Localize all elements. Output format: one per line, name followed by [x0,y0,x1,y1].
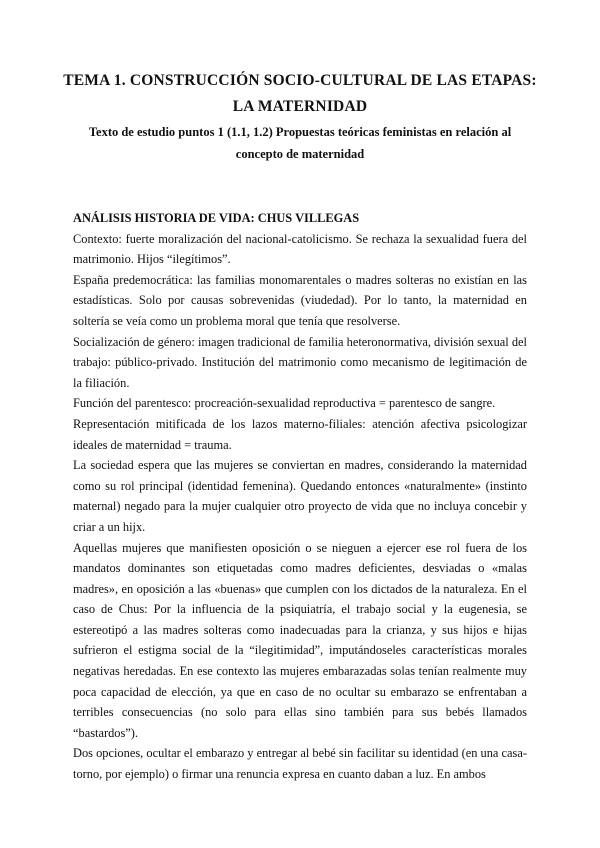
paragraph-bad-mothers: Aquellas mujeres que manifiesten oposición o se nieguen a ejercer ese rol fuera de los mandatos dominantes son etiquetadas como madres deficientes, desviadas o «malas madres», en oposición a las «buenas» que cumplen con los dictados de la naturaleza. En el caso de Chus: Por la influencia de la psiquiatría, el trabajo social y la eugenesia, se estereotipó a las madres solteras como inadecuadas para la crianza, y sus hijos e hijas sufrieron el estigma social de la “ilegitimidad”, imputándoseles características morales negativas heredadas. En ese contexto las mujeres embarazadas solas tenían realmente muy poca capacidad de elección, ya que en caso de no ocultar su embarazo se enfrentaban a terribles consecuencias (no solo para ellas sino también para sus bebés llamados “bastardos”). [73,540,527,740]
paragraph-society-expectations: La sociedad espera que las mujeres se conviertan en madres, considerando la maternidad como su rol principal (identidad femenina). Quedando entonces «naturalmente» (instinto maternal) negado para la mujer cualquier otro proyecto de vida que no incluya concebir y criar a un hijx. [73,458,527,534]
document-title-line-1: TEMA 1. CONSTRUCCIÓN SOCIO-CULTURAL DE LAS ETAPAS: [63,72,537,89]
paragraph-kinship-function: Función del parentesco: procreación-sexualidad reproductiva = parentesco de sangre. [73,396,496,411]
paragraph-predemocratic-spain: España predemocrática: las familias monomarentales o madres solteras no existían en las estadísticas. Solo por causas sobrevenidas (viudedad). Por lo tanto, la maternidad en soltería se veía como un problema moral que tenía que resolverse. [73,272,527,328]
paragraph-gender-socialization: Socialización de género: imagen tradicional de familia heteronormativa, división sexual del trabajo: público-privado. Institución del matrimonio como mecanismo de legitimación de la filiación. [73,334,527,390]
document-body [73,208,527,785]
section-heading: ANÁLISIS HISTORIA DE VIDA: CHUS VILLEGAS [73,211,360,225]
document-subtitle-line-1: Texto de estudio puntos 1 (1.1, 1.2) Propuestas teóricas feministas en relación al [88,125,512,139]
document-subtitle-line-2: concepto de maternidad [235,147,365,161]
paragraph-mythified-bonds: Representación mitificada de los lazos materno-filiales: atención afectiva psicologizar ideales de maternidad = trauma. [73,416,527,452]
paragraph-context: Contexto: fuerte moralización del nacional-catolicismo. Se rechaza la sexualidad fuera del matrimonio. Hijos “ilegítimos”. [73,231,527,267]
paragraph-two-options: Dos opciones, ocultar el embarazo y entregar al bebé sin facilitar su identidad (en una casa-torno, por ejemplo) o firmar una renuncia expresa en cuanto daban a luz. En ambos [73,746,527,782]
document-title-line-2: LA MATERNIDAD [232,98,368,115]
